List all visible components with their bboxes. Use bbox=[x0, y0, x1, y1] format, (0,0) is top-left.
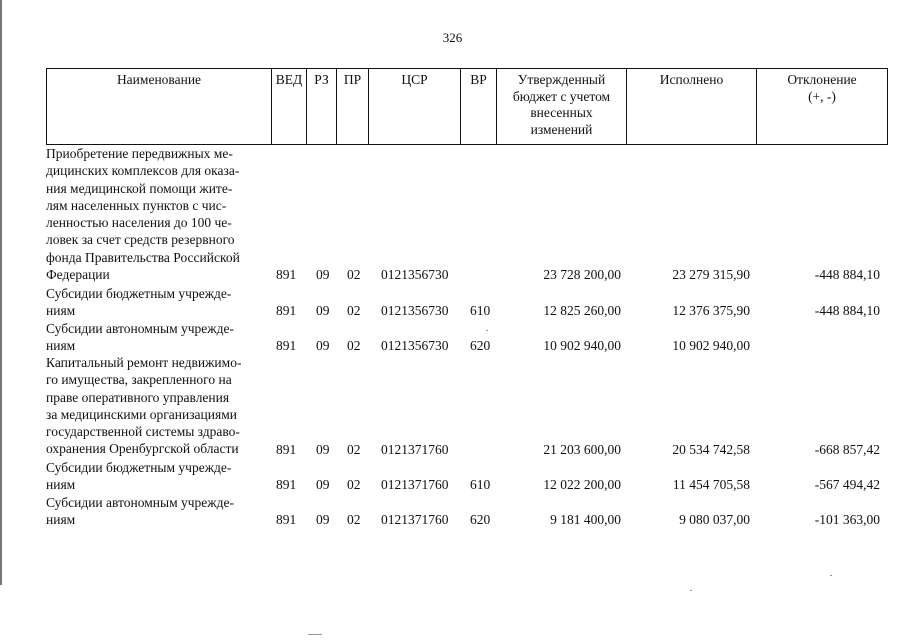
row-csr: 0121356730 bbox=[381, 338, 449, 354]
row-done: 11 454 705,58 bbox=[672, 477, 750, 493]
row-pr: 02 bbox=[347, 441, 361, 457]
row-name bbox=[46, 354, 276, 458]
header-budget bbox=[496, 68, 626, 145]
row-name-line: за медицинскими организациями bbox=[46, 406, 237, 422]
row-rz: 09 bbox=[316, 303, 330, 319]
row-name-line: Субсидии автономным учрежде- bbox=[46, 495, 234, 510]
row-name bbox=[46, 285, 276, 320]
row-name-line: Субсидии автономным учрежде- bbox=[46, 321, 234, 336]
header-budget-line: внесенных bbox=[530, 105, 593, 120]
row-csr: 0121371760 bbox=[381, 512, 449, 528]
row-csr: 0121371760 bbox=[381, 441, 449, 457]
row-rz: 09 bbox=[316, 441, 330, 457]
row-vr: 620 bbox=[470, 512, 491, 528]
row-name bbox=[46, 459, 276, 494]
scan-speck bbox=[830, 575, 832, 576]
row-name bbox=[46, 145, 276, 283]
table-row bbox=[0, 459, 905, 494]
row-name-line: Приобретение передвижных ме- bbox=[46, 146, 233, 161]
header-pr-text: ПР bbox=[343, 72, 362, 87]
row-deviation: -448 884,10 bbox=[814, 303, 880, 319]
row-csr: 0121371760 bbox=[381, 477, 449, 493]
row-name-line: лям населенных пунктов с чис- bbox=[46, 197, 227, 213]
header-ved bbox=[271, 68, 306, 145]
row-name-line: ниям bbox=[46, 512, 76, 528]
header-name-text: Наименование bbox=[116, 72, 202, 87]
row-ved: 891 bbox=[276, 338, 297, 354]
row-budget: 23 728 200,00 bbox=[543, 266, 621, 282]
row-done: 9 080 037,00 bbox=[679, 512, 750, 528]
header-deviation bbox=[756, 68, 888, 145]
row-name-line: ловек за счет средств резервного bbox=[46, 232, 235, 248]
header-vr-text: ВР bbox=[470, 72, 487, 87]
row-ved: 891 bbox=[276, 303, 297, 319]
table-row bbox=[0, 354, 905, 458]
row-csr: 0121356730 bbox=[381, 266, 449, 282]
row-pr: 02 bbox=[347, 477, 361, 493]
header-budget-line: Утвержденный bbox=[517, 72, 606, 87]
row-vr: 620 bbox=[470, 338, 491, 354]
scan-speck bbox=[308, 634, 322, 635]
row-rz: 09 bbox=[316, 477, 330, 493]
row-vr: 610 bbox=[470, 477, 491, 493]
header-rz bbox=[306, 68, 336, 145]
row-name bbox=[46, 494, 276, 529]
row-name bbox=[46, 320, 276, 355]
row-name-line: ния медицинской помощи жите- bbox=[46, 180, 233, 196]
scan-speck bbox=[486, 330, 488, 331]
row-ved: 891 bbox=[276, 477, 297, 493]
row-name-line: охранения Оренбургской области bbox=[46, 441, 239, 457]
row-vr: 610 bbox=[470, 303, 491, 319]
row-budget: 9 181 400,00 bbox=[550, 512, 621, 528]
row-name-line: ниям bbox=[46, 477, 76, 493]
table-row bbox=[0, 145, 905, 283]
header-done-text: Исполнено bbox=[659, 72, 724, 87]
row-pr: 02 bbox=[347, 512, 361, 528]
row-ved: 891 bbox=[276, 512, 297, 528]
header-csr-text: ЦСР bbox=[401, 72, 428, 87]
row-name-line: государственной системы здраво- bbox=[46, 424, 240, 440]
row-done: 10 902 940,00 bbox=[672, 338, 750, 354]
header-pr bbox=[336, 68, 368, 145]
row-name-line: го имущества, закрепленного на bbox=[46, 372, 232, 388]
row-budget: 12 825 260,00 bbox=[543, 303, 621, 319]
row-name-line: дицинских комплексов для оказа- bbox=[46, 163, 240, 179]
row-ved: 891 bbox=[276, 266, 297, 282]
table-row bbox=[0, 320, 905, 355]
scan-speck bbox=[690, 590, 692, 591]
row-deviation: -101 363,00 bbox=[814, 512, 880, 528]
row-budget: 10 902 940,00 bbox=[543, 338, 621, 354]
row-csr: 0121356730 bbox=[381, 303, 449, 319]
table-row bbox=[0, 285, 905, 320]
row-done: 23 279 315,90 bbox=[672, 266, 750, 282]
header-rz-text: РЗ bbox=[314, 72, 329, 87]
table-header bbox=[46, 68, 888, 145]
row-name-line: ниям bbox=[46, 303, 76, 319]
row-name-line: Федерации bbox=[46, 267, 110, 283]
row-pr: 02 bbox=[347, 266, 361, 282]
header-csr bbox=[368, 68, 460, 145]
row-pr: 02 bbox=[347, 338, 361, 354]
row-name-line: ниям bbox=[46, 338, 76, 354]
row-rz: 09 bbox=[316, 338, 330, 354]
header-done bbox=[626, 68, 756, 145]
row-deviation: -567 494,42 bbox=[814, 477, 880, 493]
row-name-line: Субсидии бюджетным учрежде- bbox=[46, 460, 232, 475]
row-name-line: фонда Правительства Российской bbox=[46, 249, 240, 265]
header-name bbox=[46, 68, 271, 145]
header-budget-line: изменений bbox=[530, 121, 593, 137]
row-pr: 02 bbox=[347, 303, 361, 319]
page-number: 326 bbox=[442, 30, 463, 45]
row-budget: 12 022 200,00 bbox=[543, 477, 621, 493]
row-name-line: Капитальный ремонт недвижимо- bbox=[46, 355, 242, 370]
row-name-line: ленностью населения до 100 че- bbox=[46, 215, 232, 231]
header-ved-text: ВЕД bbox=[275, 72, 303, 87]
row-deviation: -448 884,10 bbox=[814, 266, 880, 282]
row-done: 20 534 742,58 bbox=[672, 441, 750, 457]
row-ved: 891 bbox=[276, 441, 297, 457]
row-rz: 09 bbox=[316, 266, 330, 282]
header-budget-line: бюджет с учетом bbox=[512, 88, 611, 104]
row-rz: 09 bbox=[316, 512, 330, 528]
row-name-line: Субсидии бюджетным учрежде- bbox=[46, 286, 232, 301]
row-deviation: -668 857,42 bbox=[814, 441, 880, 457]
row-name-line: праве оперативного управления bbox=[46, 389, 230, 405]
row-done: 12 376 375,90 bbox=[672, 303, 750, 319]
header-deviation-line: Отклонение bbox=[787, 72, 857, 87]
header-deviation-line: (+, -) bbox=[808, 88, 836, 104]
table-row bbox=[0, 494, 905, 529]
header-vr bbox=[460, 68, 496, 145]
row-budget: 21 203 600,00 bbox=[543, 441, 621, 457]
